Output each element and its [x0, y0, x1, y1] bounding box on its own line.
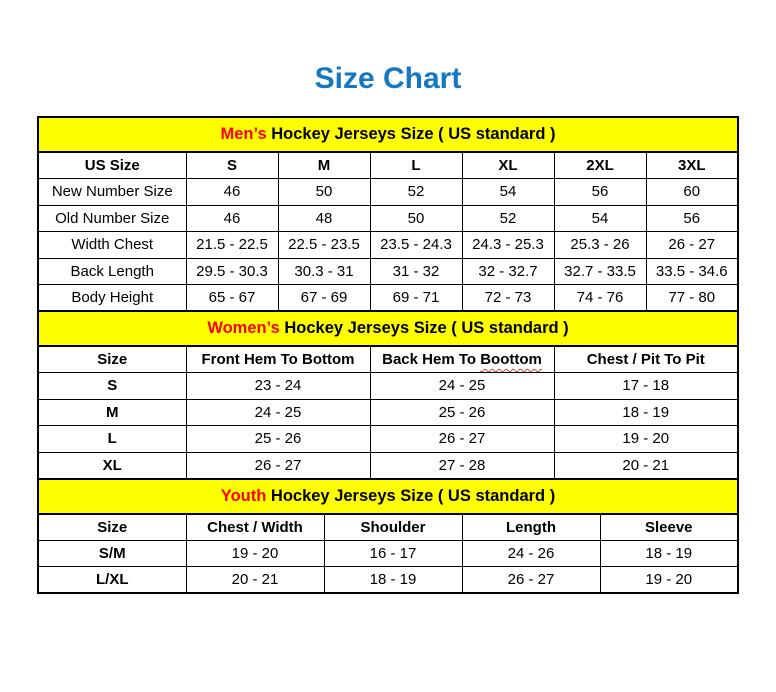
table-row: [38, 426, 738, 453]
table-row: [38, 179, 738, 206]
table-cell: 25 - 26: [370, 399, 554, 426]
youth-banner-row: [38, 479, 738, 514]
mens-banner-highlight: Men’s: [220, 125, 267, 143]
table-cell: 20 - 21: [186, 567, 324, 594]
row-label: L: [38, 426, 186, 453]
table-cell: 74 - 76: [554, 285, 646, 312]
table-cell: 20 - 21: [554, 452, 738, 479]
row-label: New Number Size: [38, 179, 186, 206]
page-title: Size Chart: [314, 62, 462, 95]
table-row: [38, 567, 738, 594]
mens-banner-text: Hockey Jerseys Size ( US standard ): [271, 125, 556, 143]
table-cell: 23.5 - 24.3: [370, 232, 462, 259]
column-header-cell: 3XL: [646, 152, 738, 179]
table-cell: 46: [186, 179, 278, 206]
column-header-cell: Shoulder: [324, 514, 462, 541]
column-header-cell: Front Hem To Bottom: [186, 346, 370, 373]
column-header-cell: Size: [38, 346, 186, 373]
youth-banner: [38, 479, 738, 514]
table-row: [38, 452, 738, 479]
column-header-cell: S: [186, 152, 278, 179]
table-cell: 69 - 71: [370, 285, 462, 312]
table-cell: 60: [646, 179, 738, 206]
youth-banner-text: Hockey Jerseys Size ( US standard ): [270, 486, 556, 505]
table-cell: 54: [462, 179, 554, 206]
table-cell: 25.3 - 26: [554, 232, 646, 259]
column-header-cell: XL: [462, 152, 554, 179]
table-cell: 77 - 80: [646, 285, 738, 312]
table-cell: 33.5 - 34.6: [646, 258, 738, 285]
table-cell: 17 - 18: [554, 373, 738, 400]
womens-banner-text: Hockey Jerseys Size ( US standard ): [284, 319, 569, 337]
mens-banner: [38, 117, 738, 152]
table-cell: 23 - 24: [186, 373, 370, 400]
table-row: [38, 285, 738, 312]
youth-section: [38, 479, 738, 594]
table-cell: 25 - 26: [186, 426, 370, 453]
womens-banner-highlight: Women’s: [207, 319, 280, 337]
column-header-cell: Size: [38, 514, 186, 541]
table-cell: 56: [646, 205, 738, 232]
column-header-cell: 2XL: [554, 152, 646, 179]
table-cell: 16 - 17: [324, 540, 462, 567]
youth-header-row: [38, 514, 738, 541]
table-cell: 52: [462, 205, 554, 232]
table-cell: 26 - 27: [646, 232, 738, 259]
men-header-row: [38, 152, 738, 179]
column-header-cell: Sleeve: [600, 514, 738, 541]
size-chart-table: [37, 116, 739, 594]
table-cell: 24 - 26: [462, 540, 600, 567]
column-header-cell: Chest / Width: [186, 514, 324, 541]
row-label: S/M: [38, 540, 186, 567]
mens-section: [38, 117, 738, 311]
table-cell: 26 - 27: [370, 426, 554, 453]
table-cell: 26 - 27: [462, 567, 600, 594]
row-label: L/XL: [38, 567, 186, 594]
table-cell: 24 - 25: [186, 399, 370, 426]
table-row: [38, 205, 738, 232]
table-cell: 65 - 67: [186, 285, 278, 312]
table-cell: 19 - 20: [600, 567, 738, 594]
row-label: Back Length: [38, 258, 186, 285]
table-cell: 30.3 - 31: [278, 258, 370, 285]
row-label: M: [38, 399, 186, 426]
table-cell: 19 - 20: [186, 540, 324, 567]
row-label: Width Chest: [38, 232, 186, 259]
table-cell: 46: [186, 205, 278, 232]
table-cell: 19 - 20: [554, 426, 738, 453]
womens-banner: [38, 311, 738, 346]
column-header-cell: M: [278, 152, 370, 179]
table-cell: 50: [370, 205, 462, 232]
table-cell: 54: [554, 205, 646, 232]
misspelled-word: Boottom: [480, 351, 542, 368]
row-label: Old Number Size: [38, 205, 186, 232]
womens-section: [38, 311, 738, 479]
table-cell: 22.5 - 23.5: [278, 232, 370, 259]
column-header-cell: Chest / Pit To Pit: [554, 346, 738, 373]
table-cell: 56: [554, 179, 646, 206]
row-label: XL: [38, 452, 186, 479]
column-header-cell: Back Hem To Boottom: [370, 346, 554, 373]
table-cell: 18 - 19: [554, 399, 738, 426]
table-cell: 67 - 69: [278, 285, 370, 312]
table-cell: 21.5 - 22.5: [186, 232, 278, 259]
table-cell: 24.3 - 25.3: [462, 232, 554, 259]
table-cell: 32 - 32.7: [462, 258, 554, 285]
women-header-row: [38, 346, 738, 373]
table-row: [38, 373, 738, 400]
table-row: [38, 232, 738, 259]
table-cell: 32.7 - 33.5: [554, 258, 646, 285]
column-header-cell: US Size: [38, 152, 186, 179]
column-header-cell: L: [370, 152, 462, 179]
womens-banner-row: [38, 311, 738, 346]
table-row: [38, 258, 738, 285]
table-cell: 31 - 32: [370, 258, 462, 285]
table-cell: 18 - 19: [600, 540, 738, 567]
table-cell: 27 - 28: [370, 452, 554, 479]
table-row: [38, 540, 738, 567]
column-header-cell: Length: [462, 514, 600, 541]
table-cell: 72 - 73: [462, 285, 554, 312]
row-label: Body Height: [38, 285, 186, 312]
table-cell: 24 - 25: [370, 373, 554, 400]
table-cell: 29.5 - 30.3: [186, 258, 278, 285]
table-cell: 50: [278, 179, 370, 206]
table-cell: 52: [370, 179, 462, 206]
table-row: [38, 399, 738, 426]
row-label: S: [38, 373, 186, 400]
table-cell: 18 - 19: [324, 567, 462, 594]
youth-banner-highlight: Youth: [220, 486, 267, 505]
table-cell: 48: [278, 205, 370, 232]
mens-banner-row: [38, 117, 738, 152]
table-cell: 26 - 27: [186, 452, 370, 479]
